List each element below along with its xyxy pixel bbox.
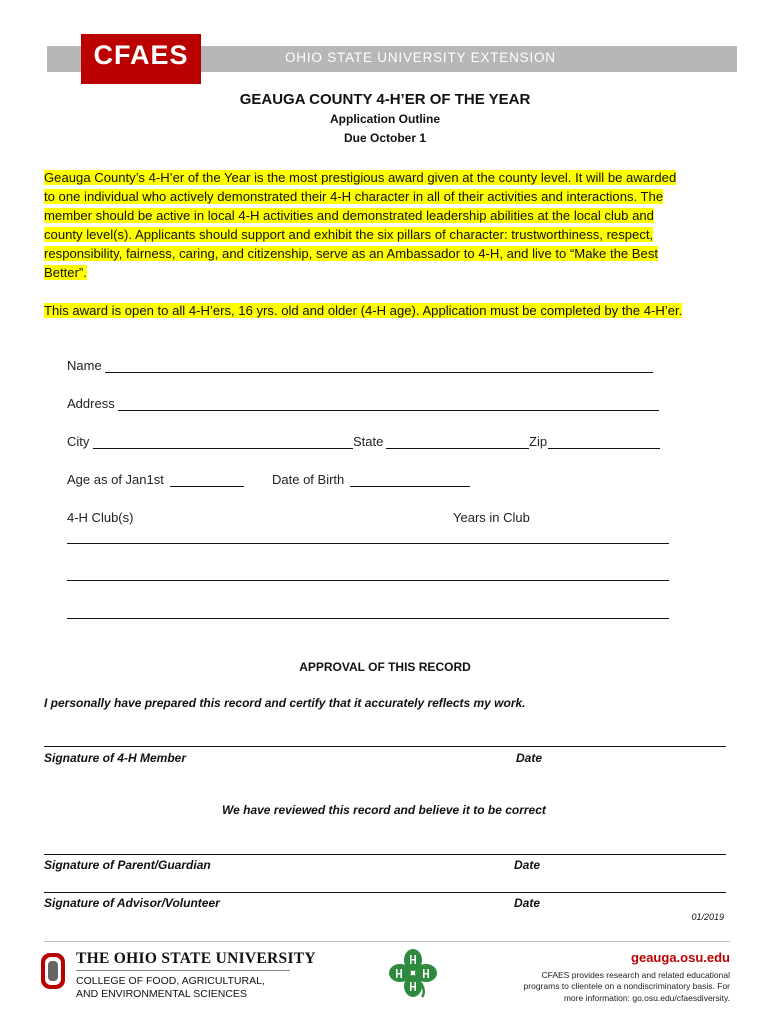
college-name: COLLEGE OF FOOD, AGRICULTURAL, AND ENVIRONMENTAL SCIENCES bbox=[76, 975, 265, 1000]
city-field[interactable] bbox=[93, 448, 353, 449]
age-field[interactable] bbox=[170, 486, 244, 487]
intro-line: county level(s). Applicants should support and exhibit the six pillars of character: trustworthiness, respect, bbox=[44, 227, 654, 243]
intro-line: to one individual who actively demonstrated their 4-H character in all of their activities and interactions. The bbox=[44, 189, 664, 205]
zip-field[interactable] bbox=[548, 448, 660, 449]
advisor-date-label: Date bbox=[514, 896, 541, 910]
city-label: City bbox=[67, 434, 90, 449]
name-label: Name bbox=[67, 358, 102, 373]
advisor-signature-line[interactable] bbox=[44, 892, 726, 893]
advisor-signature-label: Signature of Advisor/Volunteer bbox=[44, 896, 220, 910]
website-link[interactable]: geauga.osu.edu bbox=[631, 950, 730, 965]
osu-name-divider bbox=[76, 970, 290, 971]
osu-name: THE OHIO STATE UNIVERSITY bbox=[76, 950, 316, 967]
member-signature-label: Signature of 4-H Member bbox=[44, 751, 187, 765]
dob-field[interactable] bbox=[350, 486, 470, 487]
state-field[interactable] bbox=[386, 448, 529, 449]
page-subtitle: Application Outline bbox=[330, 112, 440, 126]
4h-clover-icon bbox=[388, 948, 438, 998]
reviewed-statement: We have reviewed this record and believe it to be correct bbox=[222, 803, 546, 817]
osu-block-o-icon bbox=[40, 952, 66, 990]
eligibility-statement: This award is open to all 4-H’ers, 16 yrs. old and older (4-H age). Application must be completed by the 4-H’er. bbox=[44, 303, 683, 318]
footer-divider bbox=[44, 941, 730, 942]
zip-label: Zip bbox=[529, 434, 548, 449]
due-date: Due October 1 bbox=[343, 131, 427, 145]
age-label: Age as of Jan1st bbox=[67, 472, 164, 487]
state-label: State bbox=[353, 434, 384, 449]
parent-date-label: Date bbox=[514, 858, 541, 872]
cfaes-logo-text: CFAES bbox=[93, 40, 189, 70]
name-field[interactable] bbox=[105, 372, 653, 373]
intro-line: member should be active in local 4-H activities and demonstrated leadership abilities at the local club and bbox=[44, 208, 654, 224]
member-date-label: Date bbox=[516, 751, 543, 765]
address-label: Address bbox=[67, 396, 115, 411]
years-label: Years in Club bbox=[453, 510, 530, 525]
approval-heading: APPROVAL OF THIS RECORD bbox=[299, 660, 471, 674]
intro-line: Geauga County’s 4-H’er of the Year is the most prestigious award given at the county level. It will be awarded bbox=[44, 170, 677, 185]
intro-line: responsibility, fairness, caring, and citizenship, serve as an Ambassador to 4-H, and live to “Make the Best bbox=[44, 246, 659, 262]
page-title: GEAUGA COUNTY 4-H’ER OF THE YEAR bbox=[239, 91, 531, 108]
clubs-label: 4-H Club(s) bbox=[67, 510, 134, 525]
revision-date: 01/2019 bbox=[691, 912, 724, 922]
extension-banner-text: OHIO STATE UNIVERSITY EXTENSION bbox=[285, 50, 556, 65]
intro-line: Better”. bbox=[44, 265, 87, 281]
dob-label: Date of Birth bbox=[272, 472, 345, 487]
parent-signature-label: Signature of Parent/Guardian bbox=[44, 858, 211, 872]
certify-statement: I personally have prepared this record and certify that it accurately reflects my work. bbox=[44, 696, 526, 710]
clubs-field-line[interactable] bbox=[67, 580, 669, 581]
clubs-field-line[interactable] bbox=[67, 618, 669, 619]
intro-paragraph bbox=[44, 168, 734, 283]
parent-signature-line[interactable] bbox=[44, 854, 726, 855]
nondiscrimination-note: CFAES provides research and related educational programs to clientele on a nondiscriminatory basis. For more information: go.osu.edu/cfaesdiversity. bbox=[523, 970, 730, 1003]
address-field[interactable] bbox=[118, 410, 659, 411]
clubs-field-line[interactable] bbox=[67, 543, 669, 544]
member-signature-line[interactable] bbox=[44, 746, 726, 747]
